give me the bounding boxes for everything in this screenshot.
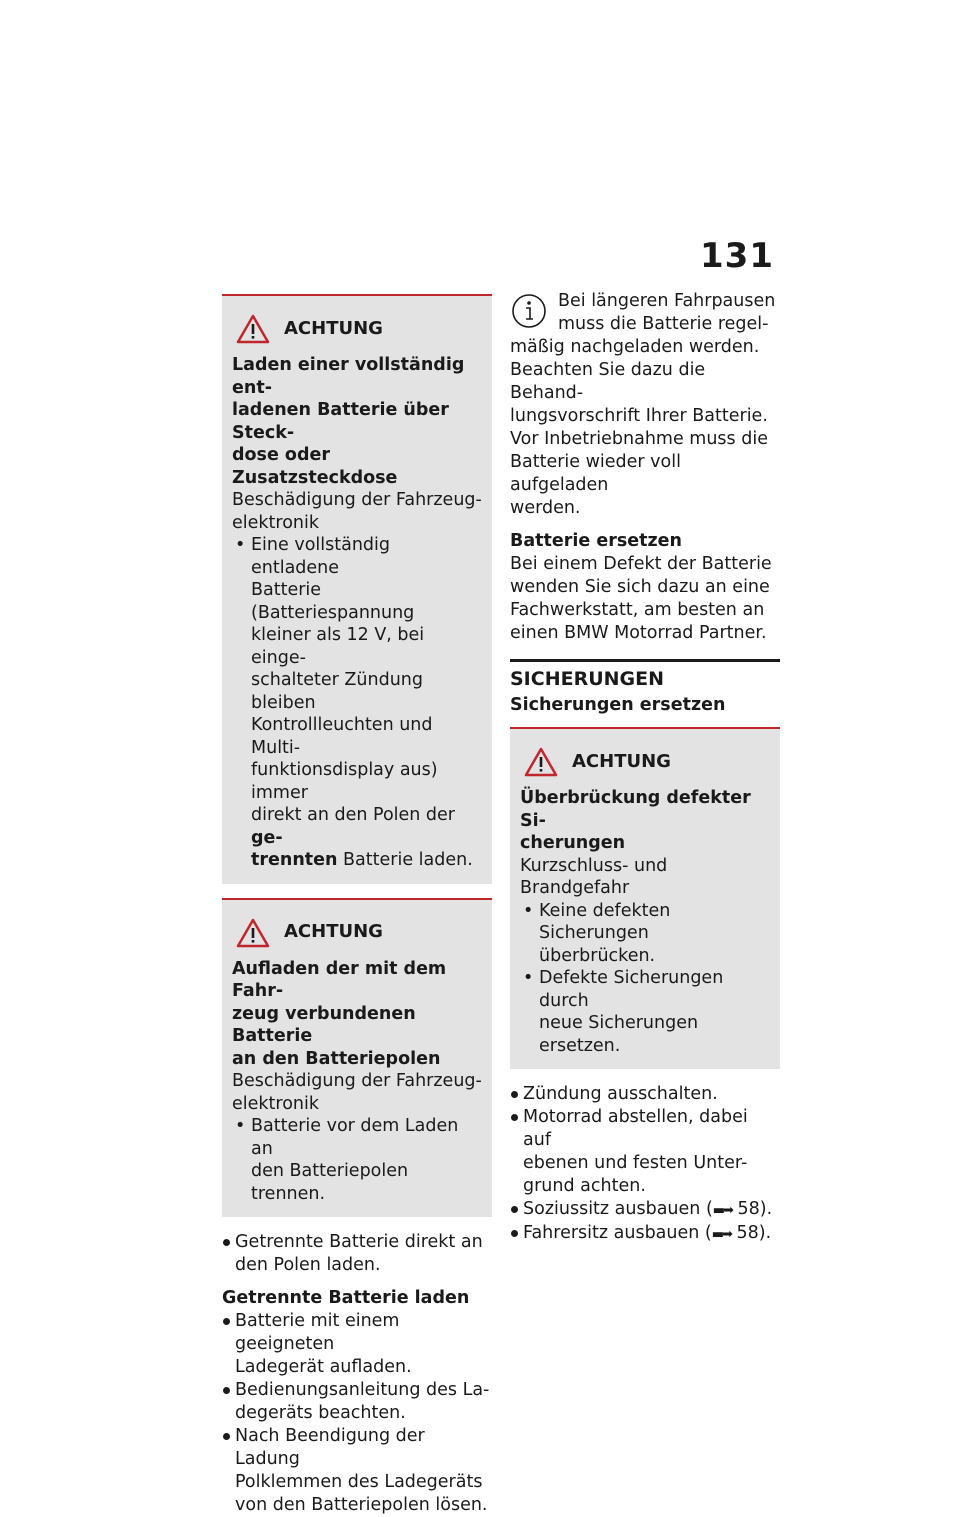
text-line: Motorrad abstellen, dabei auf: [523, 1107, 748, 1150]
text-line: lungsvorschrift Ihrer Batterie.: [510, 406, 768, 426]
list-item: [222, 1379, 492, 1425]
list-item: [510, 1083, 780, 1106]
text-line: Nach Beendigung der Ladung: [235, 1426, 425, 1469]
text-line: [251, 849, 482, 872]
replace-heading: Batterie ersetzen: [510, 531, 683, 551]
text-line: mäßig nachgeladen werden.: [510, 337, 760, 357]
text-line: schalteter Zündung bleiben: [251, 670, 424, 713]
warning-header: [236, 314, 482, 344]
warning-subject: [232, 354, 482, 489]
emphasis: trennten: [251, 850, 338, 870]
page-reference[interactable]: 58).: [730, 1223, 772, 1243]
warning-box-charging: [222, 294, 492, 884]
section-subtitle: Sicherungen ersetzen: [510, 695, 726, 715]
text-line: elektronik: [232, 512, 319, 533]
text-line: Batterie wieder voll aufgeladen: [510, 452, 681, 495]
list-item: [222, 1231, 492, 1277]
list-item: [520, 900, 770, 968]
text-line: grund achten.: [523, 1176, 646, 1196]
text-fragment: Batterie laden.: [337, 850, 473, 870]
page-ref-arrow-icon: ▬➡: [711, 1227, 731, 1242]
text-fragment: direkt an den Polen der: [251, 805, 456, 825]
text-line: • Defekte Sicherungen durch: [539, 968, 724, 1011]
warning-measures: [232, 534, 482, 872]
text-line: Fachwerkstatt, am besten an: [510, 600, 765, 620]
warning-triangle-icon: [236, 918, 270, 948]
warning-triangle-icon: [524, 747, 558, 777]
list-item: [510, 1222, 780, 1246]
left-column: [222, 294, 492, 1517]
text-line: • Keine defekten Sicherungen: [539, 900, 671, 943]
text-line: den Batteriepolen trennen.: [251, 1161, 409, 1204]
list-item: [232, 534, 482, 872]
text-line: dose oder Zusatzsteckdose: [232, 445, 398, 488]
list-item: [222, 1425, 492, 1517]
subheading: Getrennte Batterie laden: [222, 1288, 470, 1308]
list-item: [510, 1106, 780, 1198]
text-line: Vor Inbetriebnahme muss die: [510, 429, 768, 449]
step-list-fuses: [510, 1083, 780, 1246]
replace-text: [510, 553, 780, 645]
text-line: Bei längeren Fahrpausen: [558, 291, 776, 311]
step-list-2: [222, 1310, 492, 1517]
warning-triangle-icon: [236, 314, 270, 344]
list-item: [232, 1115, 482, 1205]
text-line: elektronik: [232, 1093, 319, 1114]
text-line: wenden Sie sich dazu an eine: [510, 577, 770, 597]
text-line: • Eine vollständig entladene: [251, 535, 391, 578]
text-line: Batterie (Batteriespannung: [251, 580, 415, 623]
text-line: werden.: [510, 498, 581, 518]
warning-measures: [520, 900, 770, 1058]
warning-box-fuses: [510, 727, 780, 1069]
text-line: Überbrückung defekter Si-: [520, 788, 751, 831]
text-line: cherungen: [520, 833, 626, 853]
list-item: [510, 1198, 780, 1222]
warning-measures: [232, 1115, 482, 1205]
text-line: zeug verbundenen Batterie: [232, 1003, 416, 1046]
warning-box-connected: [222, 898, 492, 1218]
text-line: Kontrollleuchten und Multi-: [251, 715, 433, 758]
text-line: Beschädigung der Fahrzeug-: [232, 490, 482, 510]
info-note: [510, 290, 780, 520]
info-icon: [510, 292, 548, 330]
text-line: Aufladen der mit dem Fahr-: [232, 958, 447, 1001]
text-line: ebenen und festen Unter-: [523, 1153, 748, 1173]
text-line: muss die Batterie regel-: [558, 314, 769, 334]
text-line: überbrücken.: [539, 945, 656, 966]
text-line: Laden einer vollständig ent-: [232, 355, 465, 398]
text-line: von den Batteriepolen lösen.: [235, 1495, 488, 1515]
text-fragment: Soziussitz ausbauen (: [523, 1199, 713, 1219]
page-ref-arrow-icon: ▬➡: [712, 1203, 732, 1218]
warning-header: [524, 747, 770, 777]
section-title: SICHERUNGEN: [510, 668, 665, 690]
text-line: an den Batteriepolen: [232, 1048, 441, 1069]
warning-title: ACHTUNG: [572, 750, 671, 772]
warning-header: [236, 918, 482, 948]
warning-subject: [232, 958, 482, 1071]
step-list-1: [222, 1231, 492, 1277]
section-divider: [510, 659, 780, 662]
text-line: einen BMW Motorrad Partner.: [510, 623, 767, 643]
text-line: den Polen laden.: [235, 1255, 381, 1275]
list-item: [222, 1310, 492, 1379]
warning-title: ACHTUNG: [284, 921, 383, 943]
text-line: ladenen Batterie über Steck-: [232, 400, 449, 443]
warning-subject: [520, 787, 770, 855]
right-column: [510, 290, 780, 1246]
text-line: Beachten Sie dazu die Behand-: [510, 360, 706, 403]
text-line: Getrennte Batterie direkt an: [235, 1232, 483, 1252]
page-number: 131: [700, 236, 774, 276]
text-line: Batterie mit einem geeigneten: [235, 1311, 400, 1354]
text-line: degeräts beachten.: [235, 1403, 406, 1423]
text-line: Zündung ausschalten.: [523, 1084, 718, 1104]
text-fragment: Fahrersitz ausbauen (: [523, 1223, 712, 1243]
page-reference[interactable]: 58).: [731, 1199, 773, 1219]
warning-title: ACHTUNG: [284, 317, 383, 339]
text-line: Ladegerät aufladen.: [235, 1357, 412, 1377]
warning-consequence: [232, 489, 482, 534]
warning-consequence: Kurzschluss- und Brandgefahr: [520, 855, 668, 898]
text-line: Bei einem Defekt der Batterie: [510, 554, 772, 574]
text-line: funktionsdisplay aus) immer: [251, 760, 438, 803]
emphasis: ge-: [251, 827, 283, 848]
warning-consequence: [232, 1070, 482, 1115]
text-line: Beschädigung der Fahrzeug-: [232, 1071, 482, 1091]
text-line: Polklemmen des Ladegeräts: [235, 1472, 483, 1492]
text-line: kleiner als 12 V, bei einge-: [251, 625, 425, 668]
text-line: • Batterie vor dem Laden an: [251, 1116, 459, 1159]
text-line: Bedienungsanleitung des La-: [235, 1380, 490, 1400]
text-line: [251, 804, 482, 849]
list-item: [520, 967, 770, 1057]
text-line: neue Sicherungen ersetzen.: [539, 1013, 699, 1056]
info-text: [510, 290, 780, 520]
